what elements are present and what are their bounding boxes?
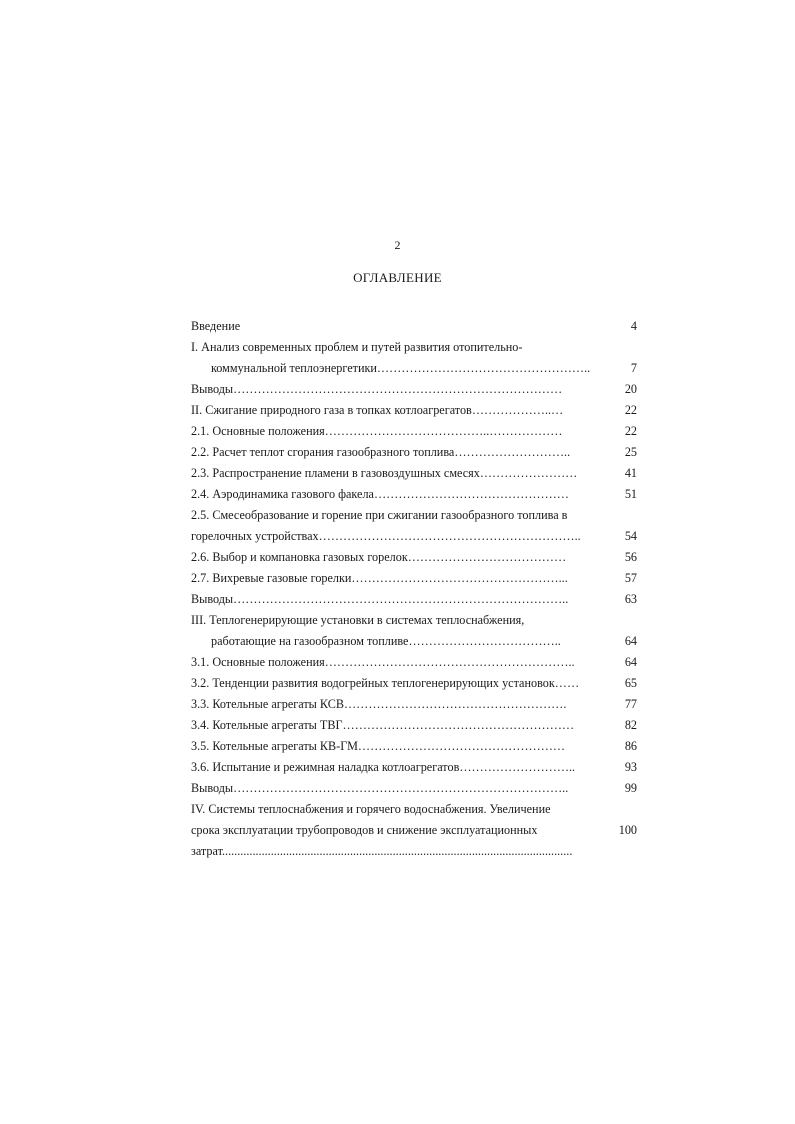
toc-entry-page: 93	[624, 760, 637, 774]
toc-entry-text: горелочных устройствах………………………………………………………..	[191, 529, 581, 543]
toc-entry	[191, 715, 639, 736]
toc-entry-text: 2.5. Смесеобразование и горение при сжигании газообразного топлива в	[191, 508, 568, 522]
toc-entry	[191, 547, 639, 568]
toc-entry	[191, 694, 639, 715]
toc-entry	[191, 526, 639, 547]
toc-entry-text: 3.5. Котельные агрегаты КВ-ГМ……………………………………………	[191, 739, 566, 753]
toc-entry-text: 2.7. Вихревые газовые горелки……………………………………………...	[191, 571, 568, 585]
toc-entry-text: 3.4. Котельные агрегаты ТВГ…………………………………………………	[191, 718, 575, 732]
toc-entry	[191, 358, 639, 379]
toc-entry	[191, 757, 639, 778]
toc-entry-page: 22	[624, 403, 637, 417]
toc-entry-text: Выводы………………………………………………………………………..	[191, 781, 569, 795]
toc-entry-text: Введение	[191, 319, 241, 333]
toc-entry-page: 54	[624, 529, 637, 543]
toc-entry	[191, 610, 639, 631]
toc-entry-page: 56	[624, 550, 637, 564]
toc-entry	[191, 799, 639, 820]
toc-entry	[191, 652, 639, 673]
toc-title: ОГЛАВЛЕНИЕ	[353, 270, 442, 285]
toc-entry-page: 51	[624, 487, 637, 501]
toc-entry-text: 3.6. Испытание и режимная наладка котлоагрегатов………………………..	[191, 760, 576, 774]
toc-entry-page: 20	[624, 382, 637, 396]
table-of-contents	[191, 316, 639, 862]
toc-entry	[191, 568, 639, 589]
toc-entry-page: 22	[624, 424, 637, 438]
toc-entry-text: 3.2. Тенденции развития водогрейных теплогенерирующих установок……	[191, 676, 580, 690]
toc-entry	[191, 316, 639, 337]
toc-entry-text: Выводы………………………………………………………………………	[191, 382, 563, 396]
toc-entry-text: I. Анализ современных проблем и путей развития отопительно-	[191, 340, 523, 354]
toc-entry-page: 57	[624, 571, 637, 585]
toc-entry-text: Выводы………………………………………………………………………..	[191, 592, 569, 606]
toc-entry-page: 4	[630, 319, 637, 333]
toc-entry-text: 2.4. Аэродинамика газового факела…………………………………………	[191, 487, 569, 501]
toc-entry-page: 64	[624, 634, 637, 648]
toc-entry-page: 100	[618, 823, 637, 837]
toc-entry-page: 41	[624, 466, 637, 480]
toc-entry-text: 2.3. Распространение пламени в газовоздушных смесях……………………	[191, 466, 578, 480]
toc-entry	[191, 421, 639, 442]
toc-entry	[191, 841, 639, 862]
toc-entry-text: работающие на газообразном топливе………………………………..	[211, 634, 561, 648]
toc-entry-page: 86	[624, 739, 637, 753]
toc-entry-text: II. Сжигание природного газа в топках котлоагрегатов………………..…	[191, 403, 564, 417]
toc-entry	[191, 778, 639, 799]
toc-entry-page: 82	[624, 718, 637, 732]
toc-entry-text: 2.2. Расчет теплот сгорания газообразного топлива………………………..	[191, 445, 571, 459]
toc-entry-text: коммунальной теплоэнергетики……………………………………………..	[211, 361, 591, 375]
toc-entry	[191, 673, 639, 694]
toc-entry	[191, 337, 639, 358]
toc-entry-text: IV. Системы теплоснабжения и горячего водоснабжения. Увеличение	[191, 802, 551, 816]
page-number: 2	[394, 238, 401, 252]
toc-entry-page: 77	[624, 697, 637, 711]
toc-entry-text: срока эксплуатации трубопроводов и снижение эксплуатационных	[191, 823, 538, 837]
toc-entry-text: 3.1. Основные положения……………………………………………………..	[191, 655, 575, 669]
toc-entry-page: 99	[624, 781, 637, 795]
toc-entry	[191, 484, 639, 505]
toc-entry-text: 2.1. Основные положения…………………………………..………………	[191, 424, 563, 438]
toc-entry-page: 25	[624, 445, 637, 459]
toc-entry	[191, 379, 639, 400]
toc-entry	[191, 631, 639, 652]
toc-entry-page: 7	[630, 361, 637, 375]
toc-entry-text: 3.3. Котельные агрегаты КСВ……………………………………………….	[191, 697, 567, 711]
toc-entry	[191, 505, 639, 526]
toc-entry	[191, 463, 639, 484]
toc-entry	[191, 736, 639, 757]
toc-entry	[191, 589, 639, 610]
toc-entry	[191, 820, 639, 841]
toc-entry-text: 2.6. Выбор и компановка газовых горелок…………………………………	[191, 550, 567, 564]
toc-entry-page: 63	[624, 592, 637, 606]
toc-entry	[191, 442, 639, 463]
toc-entry-text: III. Теплогенерирующие установки в системах теплоснабжения,	[191, 613, 525, 627]
toc-entry-page: 64	[624, 655, 637, 669]
toc-entry-page: 65	[624, 676, 637, 690]
toc-entry	[191, 400, 639, 421]
toc-entry-text: затрат...................................................................................................................	[191, 844, 573, 858]
